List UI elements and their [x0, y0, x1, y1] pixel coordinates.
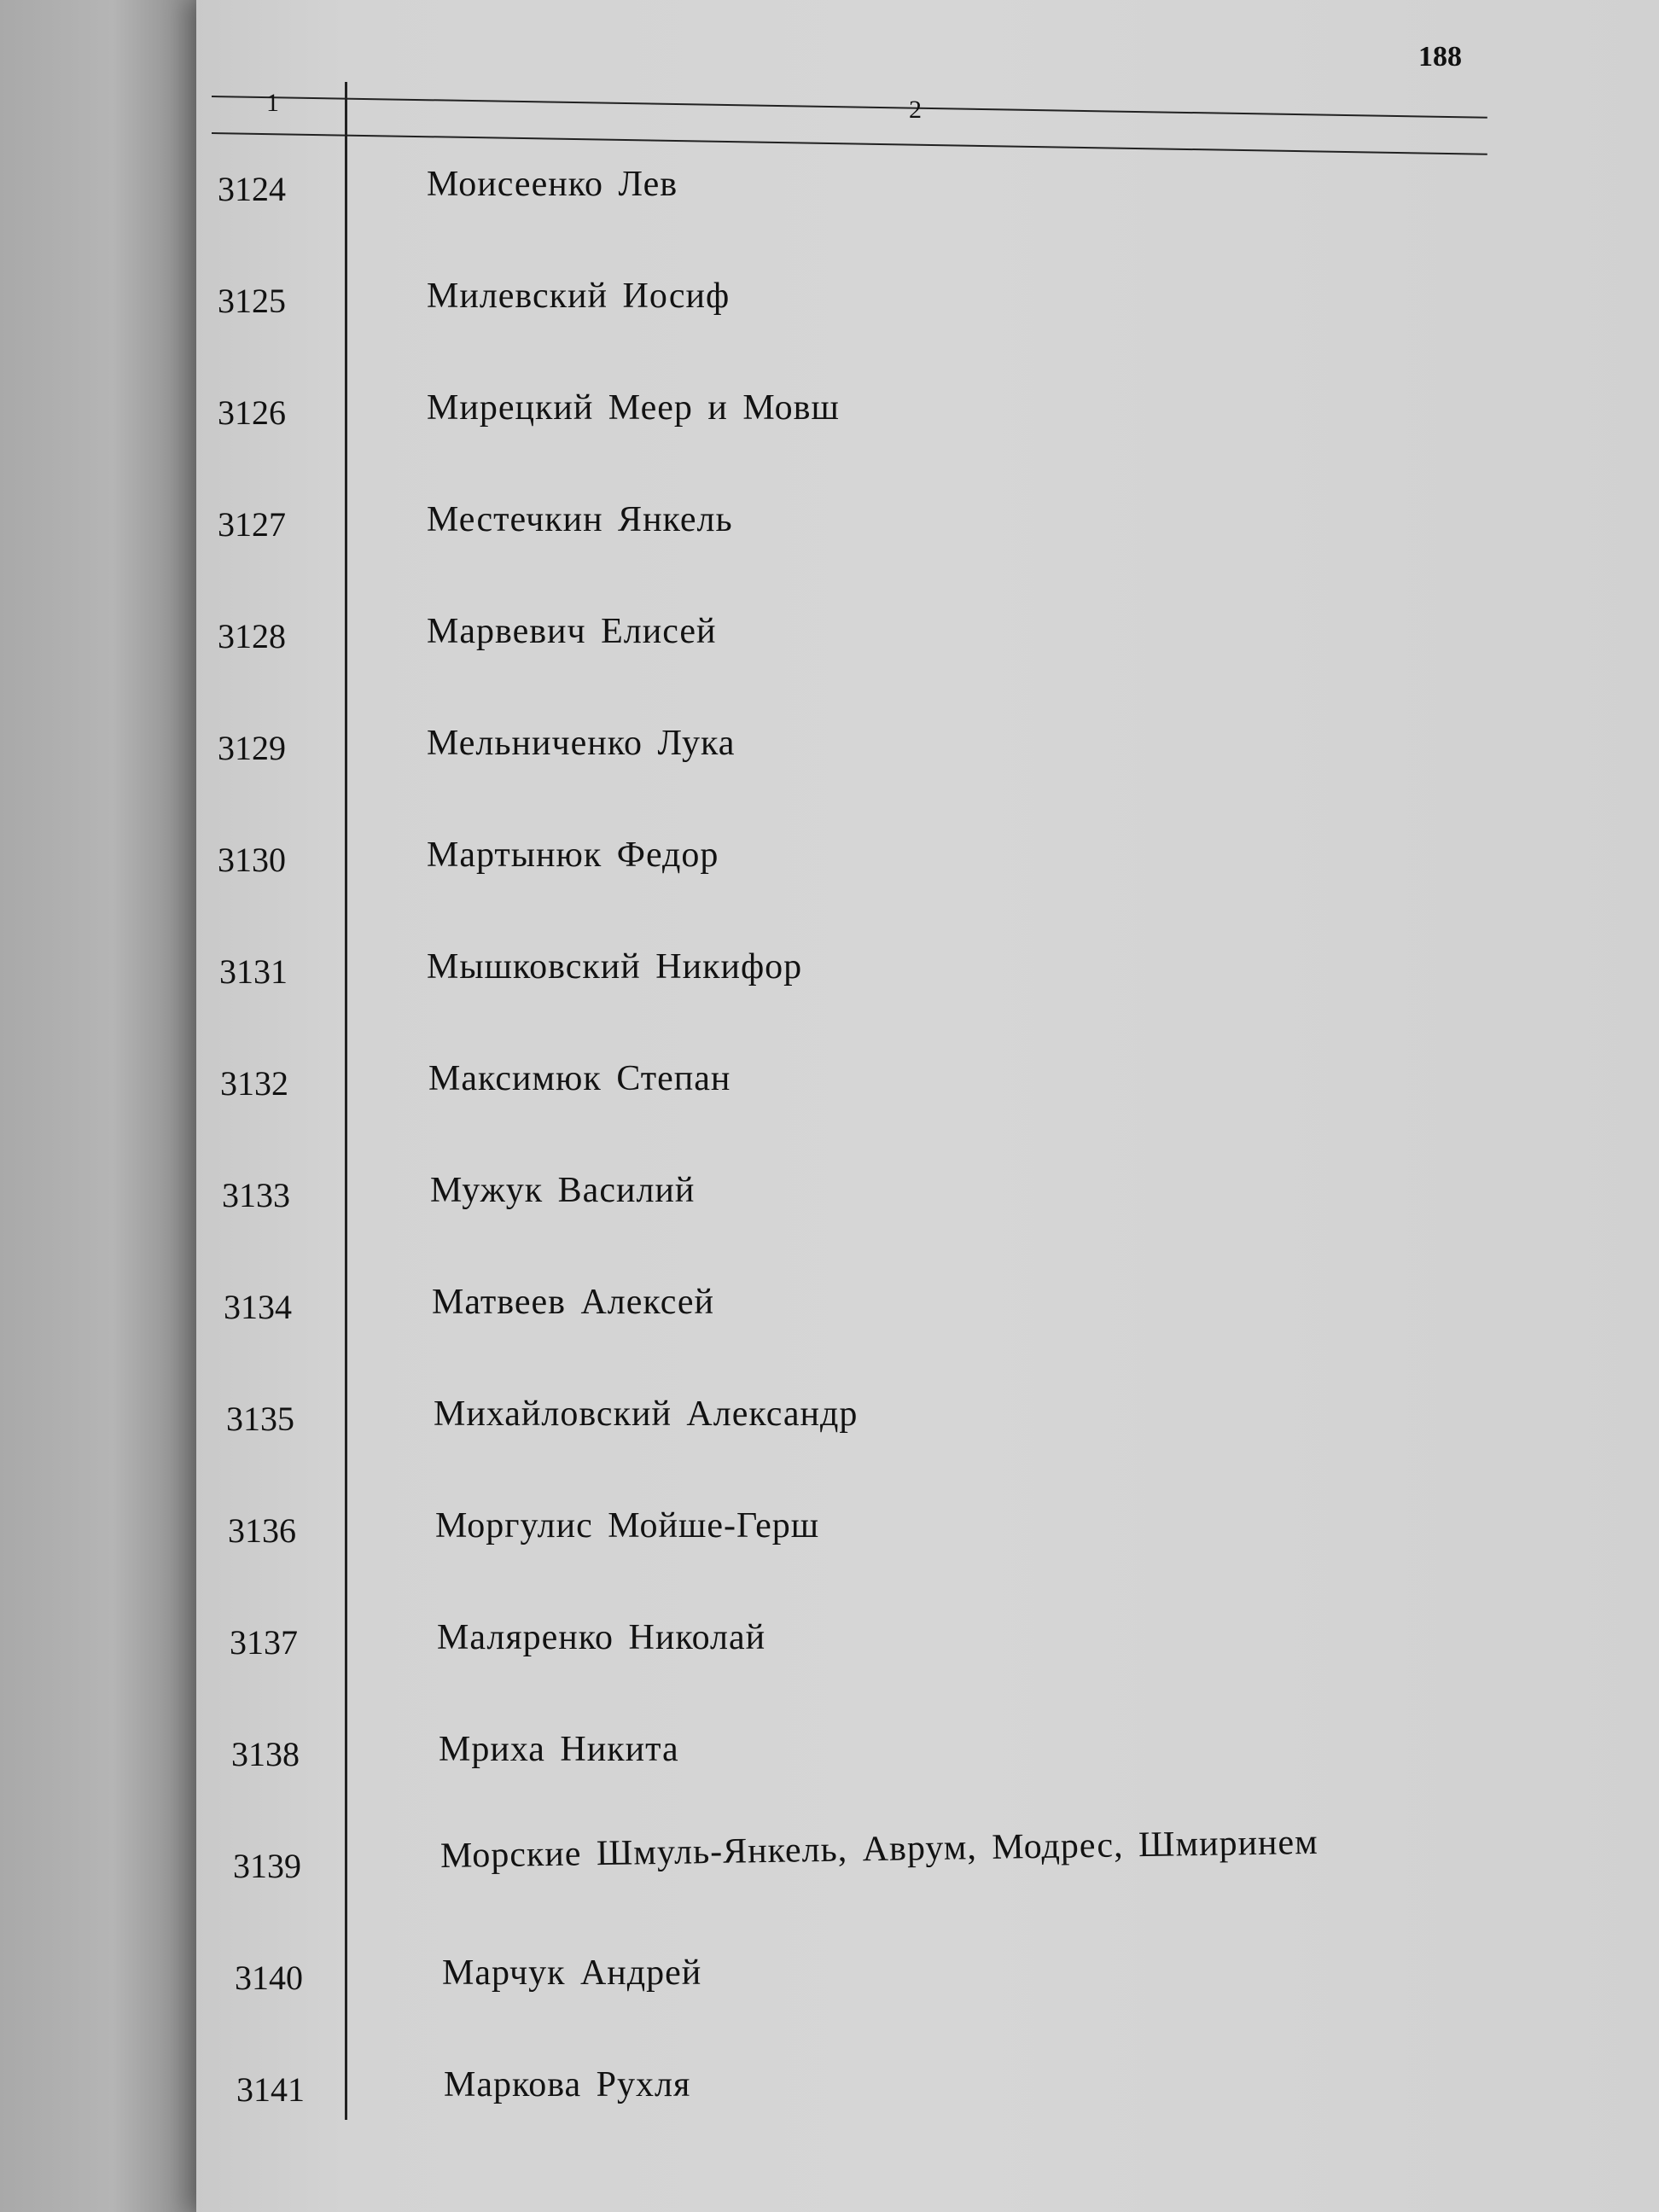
record-name: Мышковский Никифор: [427, 947, 803, 987]
record-name: Моргулис Мойше-Герш: [435, 1506, 820, 1545]
record-number: 3124: [218, 170, 286, 208]
list-item: [0, 723, 1659, 791]
record-name: Мужук Василий: [430, 1171, 696, 1210]
record-number: 3139: [233, 1847, 301, 1885]
record-number: 3128: [218, 617, 286, 655]
list-item: [0, 2064, 1659, 2133]
list-item: [0, 1282, 1659, 1350]
record-name: Мельниченко Лука: [427, 724, 736, 763]
record-number: 3132: [220, 1064, 288, 1103]
list-item: [0, 1953, 1659, 2021]
record-name: Мирецкий Меер и Мовш: [427, 388, 840, 428]
record-number: 3135: [226, 1400, 294, 1438]
list-item: [0, 1505, 1659, 1574]
record-number: 3133: [222, 1176, 290, 1214]
record-number: 3126: [218, 393, 286, 432]
record-name: Маляренко Николай: [437, 1618, 766, 1657]
list-item: [0, 835, 1659, 903]
record-number: 3141: [236, 2070, 305, 2109]
record-name: Мартынюк Федор: [427, 835, 719, 875]
list-item: [0, 611, 1659, 679]
record-name: Михайловский Александр: [434, 1394, 859, 1434]
list-item: [0, 387, 1659, 456]
record-number: 3138: [231, 1735, 300, 1773]
record-number: 3125: [218, 282, 286, 320]
record-name: Моисеенко Лев: [427, 165, 678, 204]
record-number: 3136: [228, 1511, 296, 1550]
list-item: [0, 1617, 1659, 1685]
list-item: [0, 1822, 1659, 1909]
list-item: [0, 276, 1659, 344]
record-number: 3137: [230, 1623, 298, 1662]
record-number: 3130: [218, 841, 286, 879]
record-name: Марчук Андрей: [442, 1953, 702, 1993]
column-header-number: 1: [266, 89, 279, 117]
record-name: Марвевич Елисей: [427, 612, 717, 651]
list-item: [0, 1729, 1659, 1797]
record-number: 3129: [218, 729, 286, 767]
list-item: [0, 1058, 1659, 1126]
list-item: [0, 164, 1659, 232]
column-header-name: 2: [909, 96, 922, 124]
record-number: 3127: [218, 505, 286, 544]
record-name: Местечкин Янкель: [427, 500, 733, 539]
record-name: Маркова Рухля: [444, 2065, 691, 2104]
list-item: [0, 946, 1659, 1015]
record-name: Максимюк Степан: [428, 1059, 731, 1098]
list-item: [0, 1170, 1659, 1238]
record-number: 3134: [224, 1288, 292, 1326]
record-name: Милевский Иосиф: [427, 276, 731, 316]
record-name: Матвеев Алексей: [432, 1283, 715, 1322]
list-item: [0, 499, 1659, 568]
record-name: Морские Шмуль-Янкель, Аврум, Модрес, Шмиринем: [439, 1822, 1319, 1876]
record-name: Мриха Никита: [439, 1730, 679, 1769]
page-number: 188: [1418, 41, 1462, 73]
record-number: 3131: [219, 952, 288, 991]
list-item: [0, 1394, 1659, 1462]
record-number: 3140: [235, 1959, 303, 1997]
